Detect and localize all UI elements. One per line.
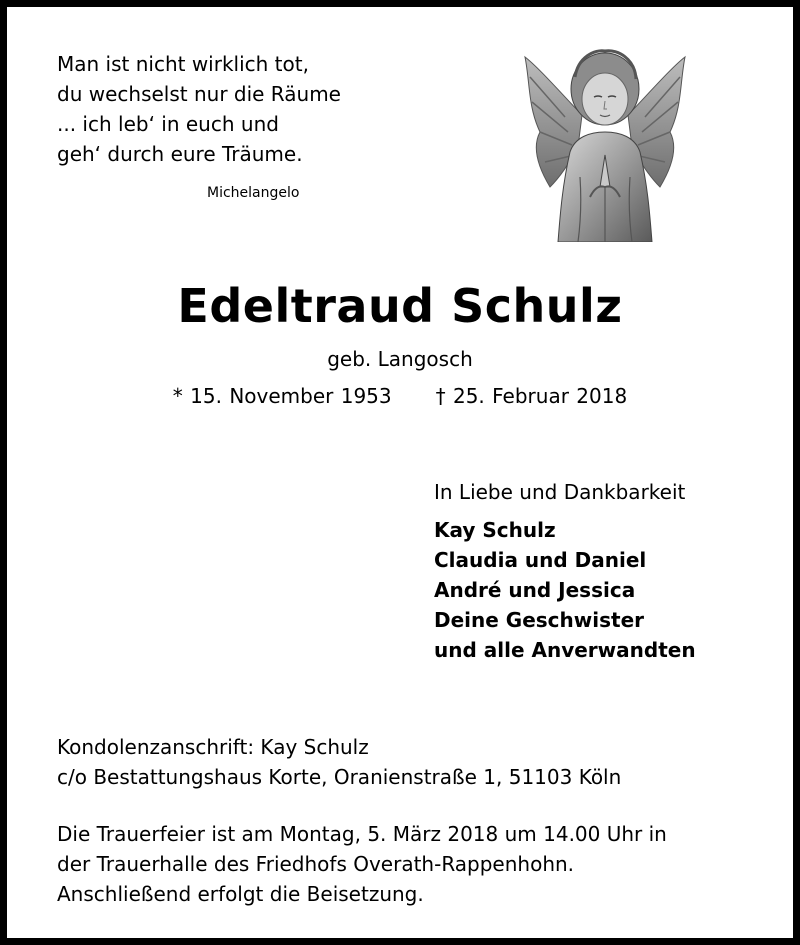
deceased-name: Edeltraud Schulz <box>177 279 623 333</box>
quote-line: Man ist nicht wirklich tot, <box>57 52 309 76</box>
funeral-line: Anschließend erfolgt die Beisetzung. <box>57 882 424 906</box>
maiden-name: geb. Langosch <box>327 347 473 371</box>
praying-angel-image <box>520 37 690 242</box>
death-date: † 25. Februar 2018 <box>435 384 628 408</box>
mourner-name: Claudia und Daniel <box>434 548 647 572</box>
funeral-info <box>57 819 667 909</box>
funeral-line: der Trauerhalle des Friedhofs Overath-Rappenhohn. <box>57 852 575 876</box>
quote-line: ... ich leb‘ in euch und <box>57 112 279 136</box>
quote-line: du wechselst nur die Räume <box>57 82 341 106</box>
quote-line: geh‘ durch eure Träume. <box>57 142 303 166</box>
mourners-intro: In Liebe und Dankbarkeit <box>434 480 686 504</box>
quote-author: Michelangelo <box>207 185 300 201</box>
mourner-name: Deine Geschwister <box>434 608 644 632</box>
quote-block <box>57 49 477 169</box>
mourner-name: und alle Anverwandten <box>434 638 696 662</box>
birth-date: * 15. November 1953 <box>172 384 392 408</box>
mourner-name: André und Jessica <box>434 578 636 602</box>
funeral-line: Die Trauerfeier ist am Montag, 5. März 2018 um 14.00 Uhr in <box>57 822 667 846</box>
condolence-line: Kondolenzanschrift: Kay Schulz <box>57 735 369 759</box>
condolence-address <box>57 732 621 792</box>
mourners-block <box>434 477 696 665</box>
condolence-line: c/o Bestattungshaus Korte, Oranienstraße 1, 51103 Köln <box>57 765 622 789</box>
mourner-name: Kay Schulz <box>434 518 556 542</box>
life-dates <box>7 384 793 408</box>
